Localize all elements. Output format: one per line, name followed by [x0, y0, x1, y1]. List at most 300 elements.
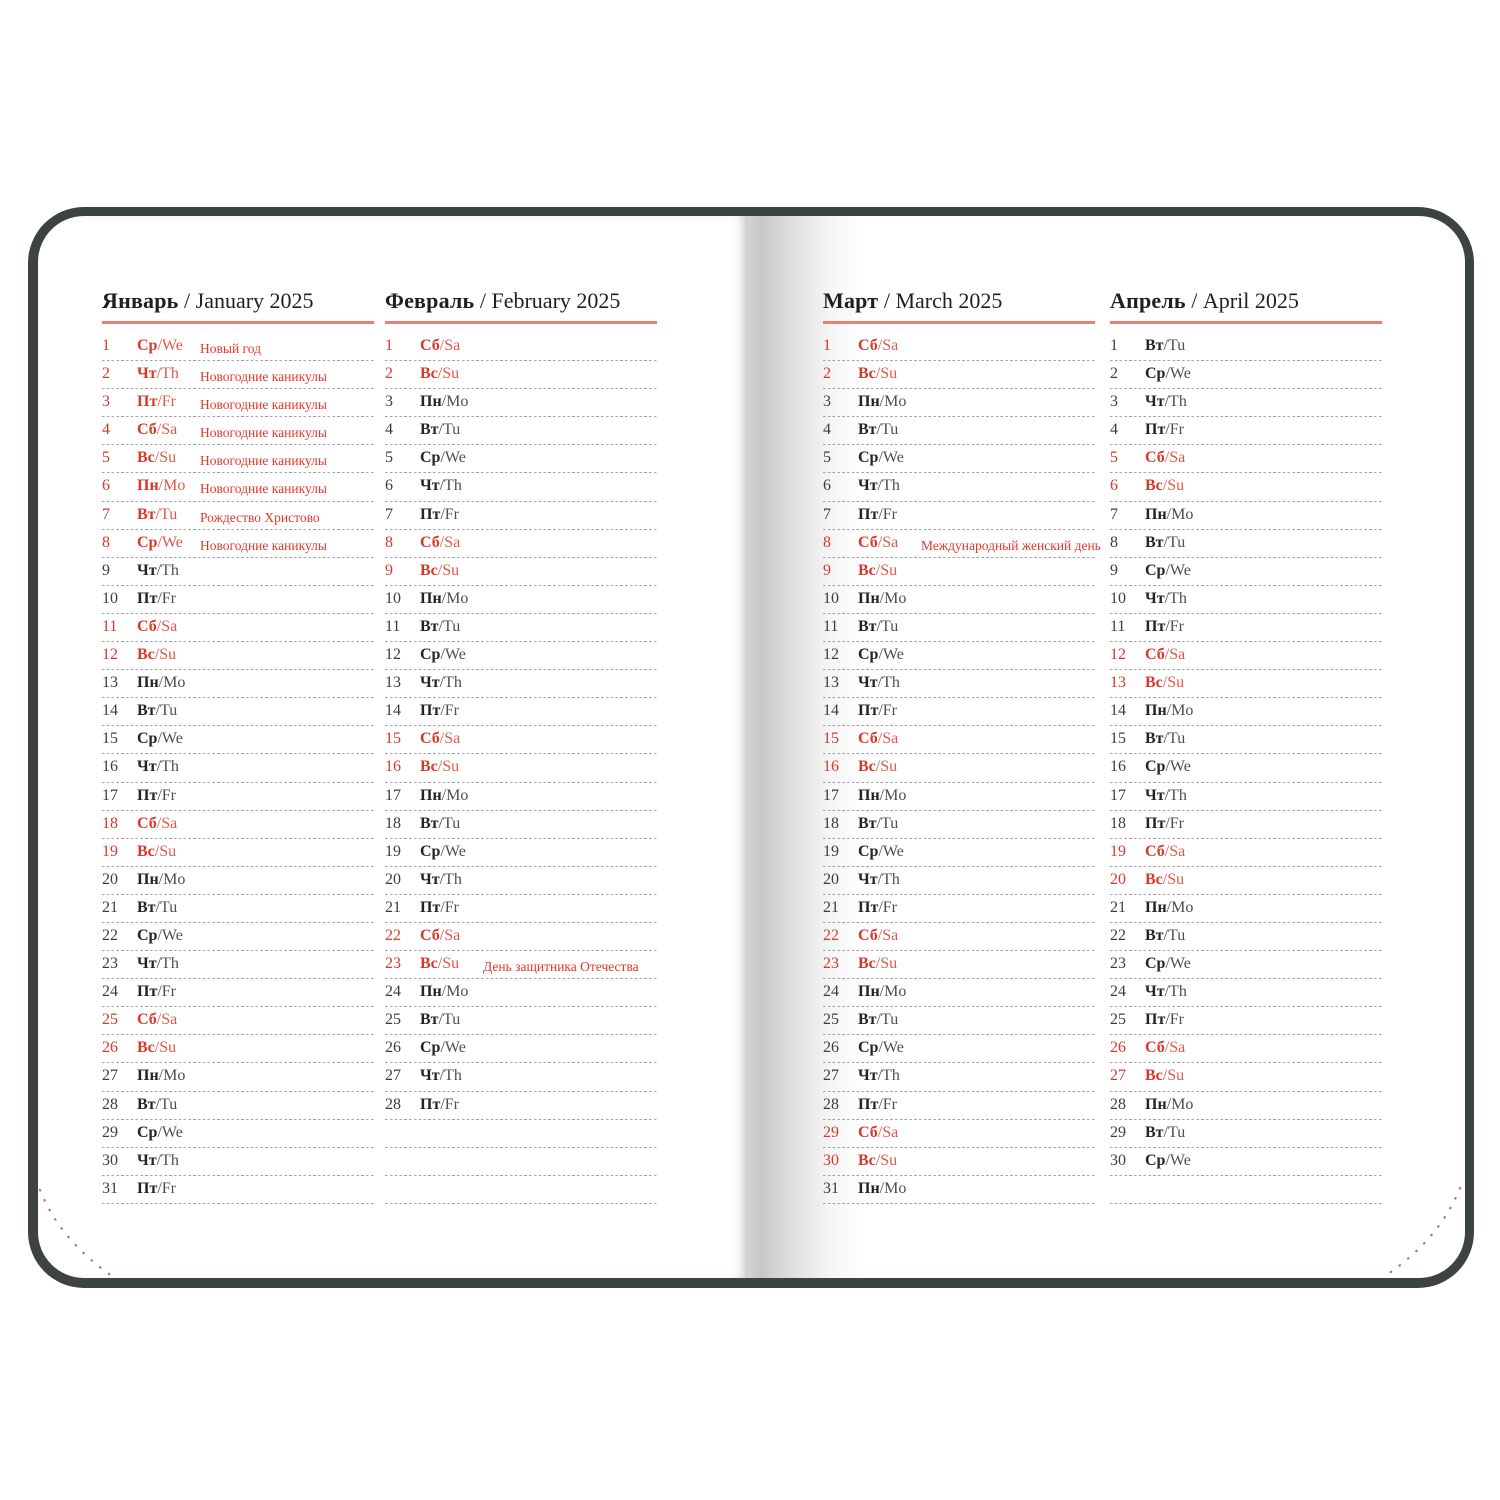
day-of-week: Чт/Th: [420, 1067, 462, 1085]
day-number: 31: [102, 1179, 118, 1197]
day-number: 26: [385, 1039, 401, 1057]
day-of-week: Вс/Su: [137, 842, 177, 860]
day-number: 29: [102, 1123, 118, 1141]
day-row: [385, 895, 657, 923]
day-of-week: Ср/We: [858, 449, 904, 467]
day-of-week: Вт/Tu: [1145, 926, 1186, 944]
day-number: 28: [385, 1095, 401, 1113]
day-number: 15: [385, 730, 401, 748]
day-row: [385, 867, 657, 895]
day-of-week: Сб/Sa: [858, 533, 899, 551]
day-row: [385, 361, 657, 389]
day-of-week: Пт/Fr: [858, 505, 897, 523]
day-row: [823, 698, 1095, 726]
day-row: [102, 361, 374, 389]
day-number: 9: [1110, 561, 1118, 579]
day-row: [823, 783, 1095, 811]
day-number: 9: [102, 561, 110, 579]
day-number: 3: [823, 393, 831, 411]
day-of-week: Пн/Mo: [1145, 505, 1194, 523]
day-of-week: Чт/Th: [420, 477, 462, 495]
empty-row: [385, 1120, 657, 1148]
day-of-week: Ср/We: [420, 842, 466, 860]
day-number: 12: [385, 646, 401, 664]
day-row: [1110, 361, 1382, 389]
day-of-week: Сб/Sa: [858, 1123, 899, 1141]
day-number: 14: [102, 702, 118, 720]
day-row: [102, 473, 374, 501]
day-row: [823, 811, 1095, 839]
day-row: [385, 417, 657, 445]
day-row: [823, 502, 1095, 530]
day-number: 17: [102, 786, 118, 804]
day-number: 14: [385, 702, 401, 720]
month-name-en: January 2025: [195, 288, 314, 313]
day-of-week: Ср/We: [420, 449, 466, 467]
day-row: [102, 614, 374, 642]
day-of-week: Вс/Su: [1145, 477, 1185, 495]
day-of-week: Вс/Su: [1145, 674, 1185, 692]
day-number: 18: [385, 814, 401, 832]
day-row: [823, 1176, 1095, 1204]
day-of-week: Вс/Su: [1145, 1067, 1185, 1085]
day-of-week: Сб/Sa: [420, 926, 461, 944]
day-of-week: Ср/We: [858, 842, 904, 860]
day-row: [1110, 726, 1382, 754]
day-number: 29: [823, 1123, 839, 1141]
day-of-week: Сб/Sa: [137, 421, 178, 439]
day-number: 16: [385, 758, 401, 776]
day-of-week: Пн/Mo: [858, 786, 907, 804]
day-number: 1: [1110, 337, 1118, 354]
day-of-week: Ср/We: [1145, 1151, 1191, 1169]
day-row: [385, 1063, 657, 1091]
day-row: [1110, 895, 1382, 923]
month-name-en: April 2025: [1202, 288, 1299, 313]
holiday-note: Рождество Христово: [200, 509, 320, 525]
day-of-week: Пт/Fr: [137, 983, 176, 1001]
day-of-week: Пн/Mo: [420, 786, 469, 804]
day-row: [385, 586, 657, 614]
day-number: 9: [823, 561, 831, 579]
day-of-week: Пт/Fr: [1145, 814, 1184, 832]
day-of-week: Ср/We: [1145, 955, 1191, 973]
day-row: [1110, 951, 1382, 979]
day-row: [102, 951, 374, 979]
day-number: 3: [385, 393, 393, 411]
day-number: 2: [385, 365, 393, 383]
day-of-week: Сб/Sa: [1145, 1039, 1186, 1057]
day-row: [823, 1035, 1095, 1063]
day-of-week: Пн/Mo: [420, 393, 469, 411]
day-number: 26: [823, 1039, 839, 1057]
day-number: 10: [823, 589, 839, 607]
day-of-week: Пт/Fr: [858, 898, 897, 916]
day-number: 16: [823, 758, 839, 776]
day-row: [1110, 1063, 1382, 1091]
day-row: [102, 923, 374, 951]
day-number: 26: [102, 1039, 118, 1057]
day-row: [823, 1120, 1095, 1148]
day-row: [385, 1007, 657, 1035]
title-separator: /: [178, 288, 196, 313]
day-number: 23: [102, 955, 118, 973]
title-separator: /: [474, 288, 492, 313]
day-number: 5: [823, 449, 831, 467]
day-of-week: Чт/Th: [858, 674, 900, 692]
day-row: [823, 473, 1095, 501]
day-number: 12: [102, 646, 118, 664]
day-of-week: Пн/Mo: [858, 983, 907, 1001]
day-number: 21: [823, 898, 839, 916]
day-of-week: Сб/Sa: [420, 337, 461, 354]
day-of-week: Ср/We: [137, 533, 183, 551]
day-number: 14: [823, 702, 839, 720]
day-number: 16: [102, 758, 118, 776]
day-row: [385, 389, 657, 417]
day-number: 25: [1110, 1011, 1126, 1029]
day-row: [1110, 839, 1382, 867]
day-number: 8: [1110, 533, 1118, 551]
day-row: [823, 361, 1095, 389]
day-row: [385, 333, 657, 361]
day-row: [102, 839, 374, 867]
day-number: 31: [823, 1179, 839, 1197]
day-row: [385, 951, 657, 979]
title-separator: /: [1185, 288, 1203, 313]
day-of-week: Пн/Mo: [858, 589, 907, 607]
day-number: 13: [102, 674, 118, 692]
day-of-week: Вс/Su: [420, 758, 460, 776]
day-of-week: Вт/Tu: [1145, 337, 1186, 354]
day-of-week: Вс/Su: [420, 955, 460, 973]
month-header: [823, 288, 1095, 324]
day-number: 15: [823, 730, 839, 748]
empty-row: [385, 1176, 657, 1204]
day-of-week: Ср/We: [137, 337, 183, 354]
day-of-week: Вс/Su: [420, 365, 460, 383]
day-of-week: Пт/Fr: [137, 393, 176, 411]
day-number: 23: [385, 955, 401, 973]
day-of-week: Ср/We: [137, 730, 183, 748]
day-of-week: Чт/Th: [858, 477, 900, 495]
day-number: 11: [1110, 617, 1126, 635]
day-number: 12: [823, 646, 839, 664]
day-of-week: Вт/Tu: [420, 814, 461, 832]
day-row: [102, 895, 374, 923]
day-of-week: Ср/We: [137, 926, 183, 944]
day-number: 7: [823, 505, 831, 523]
day-of-week: Пн/Mo: [137, 477, 186, 495]
day-of-week: Чт/Th: [420, 870, 462, 888]
day-row: [385, 502, 657, 530]
day-of-week: Сб/Sa: [858, 730, 899, 748]
day-row: [823, 895, 1095, 923]
day-number: 13: [385, 674, 401, 692]
day-row: [102, 1092, 374, 1120]
day-number: 9: [385, 561, 393, 579]
day-row: [102, 726, 374, 754]
day-of-week: Вс/Su: [137, 646, 177, 664]
holiday-note: Новогодние каникулы: [200, 537, 327, 553]
day-number: 8: [385, 533, 393, 551]
day-row: [823, 445, 1095, 473]
day-row: [1110, 811, 1382, 839]
day-of-week: Пн/Mo: [858, 1179, 907, 1197]
day-number: 7: [102, 505, 110, 523]
month-name-ru: Январь: [102, 288, 179, 313]
day-row: [102, 979, 374, 1007]
day-of-week: Пт/Fr: [420, 505, 459, 523]
day-row: [1110, 586, 1382, 614]
day-of-week: Чт/Th: [137, 365, 179, 383]
day-of-week: Вт/Tu: [1145, 1123, 1186, 1141]
day-of-week: Пн/Mo: [137, 870, 186, 888]
day-of-week: Пт/Fr: [420, 898, 459, 916]
day-row: [102, 1007, 374, 1035]
day-of-week: Пн/Mo: [858, 393, 907, 411]
day-number: 29: [1110, 1123, 1126, 1141]
day-number: 25: [102, 1011, 118, 1029]
day-of-week: Пн/Mo: [137, 1067, 186, 1085]
month-header: [1110, 288, 1382, 324]
day-number: 22: [102, 926, 118, 944]
day-row: [823, 726, 1095, 754]
day-number: 3: [1110, 393, 1118, 411]
day-of-week: Чт/Th: [137, 1151, 179, 1169]
day-of-week: Сб/Sa: [858, 337, 899, 354]
day-number: 13: [1110, 674, 1126, 692]
day-row: [385, 642, 657, 670]
day-number: 28: [823, 1095, 839, 1113]
month-header: [385, 288, 657, 324]
day-of-week: Ср/We: [420, 646, 466, 664]
day-number: 3: [102, 393, 110, 411]
day-number: 10: [385, 589, 401, 607]
day-of-week: Пн/Mo: [1145, 702, 1194, 720]
day-number: 25: [385, 1011, 401, 1029]
day-of-week: Ср/We: [420, 1039, 466, 1057]
month-column-february: [385, 288, 657, 1204]
day-number: 5: [385, 449, 393, 467]
day-row: [1110, 642, 1382, 670]
day-of-week: Вт/Tu: [137, 898, 178, 916]
day-of-week: Вс/Su: [858, 758, 898, 776]
day-row: [102, 670, 374, 698]
day-row: [1110, 389, 1382, 417]
day-row: [823, 530, 1101, 558]
day-number: 15: [1110, 730, 1126, 748]
day-row: [1110, 333, 1382, 361]
day-row: [102, 1063, 374, 1091]
day-number: 19: [102, 842, 118, 860]
day-row: [102, 1120, 374, 1148]
day-row: [102, 783, 374, 811]
day-row: [823, 1148, 1095, 1176]
day-number: 28: [1110, 1095, 1126, 1113]
day-of-week: Вс/Su: [137, 449, 177, 467]
day-number: 17: [823, 786, 839, 804]
day-row: [823, 1063, 1095, 1091]
day-of-week: Пт/Fr: [137, 786, 176, 804]
day-row: [385, 754, 657, 782]
day-row: [102, 867, 374, 895]
day-of-week: Вс/Su: [858, 1151, 898, 1169]
day-row: [1110, 867, 1382, 895]
day-row: [823, 586, 1095, 614]
empty-row: [385, 1148, 657, 1176]
corner-stitch-right: [1384, 1182, 1464, 1282]
day-row: [102, 1148, 374, 1176]
month-header: [102, 288, 374, 324]
day-of-week: Вт/Tu: [1145, 730, 1186, 748]
day-row: [823, 923, 1095, 951]
day-rows: [385, 333, 657, 1204]
day-number: 21: [102, 898, 118, 916]
day-row: [102, 586, 374, 614]
day-number: 18: [1110, 814, 1126, 832]
day-number: 5: [1110, 449, 1118, 467]
day-of-week: Пт/Fr: [1145, 617, 1184, 635]
month-name-en: March 2025: [895, 288, 1003, 313]
day-number: 27: [102, 1067, 118, 1085]
day-number: 30: [823, 1151, 839, 1169]
day-of-week: Вт/Tu: [1145, 533, 1186, 551]
day-number: 13: [823, 674, 839, 692]
day-rows: [102, 333, 374, 1204]
day-number: 1: [102, 337, 110, 354]
day-number: 17: [385, 786, 401, 804]
day-row: [102, 530, 374, 558]
holiday-note: Новогодние каникулы: [200, 481, 327, 497]
day-row: [1110, 754, 1382, 782]
day-number: 24: [102, 983, 118, 1001]
day-number: 10: [102, 589, 118, 607]
title-separator: /: [878, 288, 896, 313]
day-of-week: Чт/Th: [420, 674, 462, 692]
day-of-week: Сб/Sa: [1145, 646, 1186, 664]
month-column-april: [1110, 288, 1382, 1204]
day-number: 24: [385, 983, 401, 1001]
day-number: 18: [102, 814, 118, 832]
day-number: 23: [823, 955, 839, 973]
day-of-week: Пт/Fr: [420, 1095, 459, 1113]
day-row: [102, 389, 374, 417]
day-of-week: Чт/Th: [137, 758, 179, 776]
day-row: [385, 698, 657, 726]
day-number: 17: [1110, 786, 1126, 804]
day-number: 19: [385, 842, 401, 860]
day-number: 2: [1110, 365, 1118, 383]
day-row: [385, 979, 657, 1007]
day-row: [823, 642, 1095, 670]
day-of-week: Вт/Tu: [420, 1011, 461, 1029]
day-of-week: Вт/Tu: [137, 702, 178, 720]
day-number: 14: [1110, 702, 1126, 720]
holiday-note: Международный женский день: [921, 537, 1101, 553]
day-number: 19: [1110, 842, 1126, 860]
day-row: [823, 839, 1095, 867]
day-number: 24: [1110, 983, 1126, 1001]
day-of-week: Сб/Sa: [420, 533, 461, 551]
day-number: 22: [1110, 926, 1126, 944]
holiday-note: Новогодние каникулы: [200, 397, 327, 413]
day-of-week: Вс/Su: [1145, 870, 1185, 888]
day-row: [1110, 1120, 1382, 1148]
day-of-week: Пт/Fr: [858, 1095, 897, 1113]
day-row: [385, 811, 657, 839]
day-row: [1110, 502, 1382, 530]
day-of-week: Вт/Tu: [858, 421, 899, 439]
day-number: 8: [823, 533, 831, 551]
day-row: [102, 417, 374, 445]
day-row: [823, 1007, 1095, 1035]
month-name-ru: Апрель: [1110, 288, 1186, 313]
day-row: [385, 473, 657, 501]
day-row: [823, 614, 1095, 642]
day-row: [1110, 445, 1382, 473]
day-row: [1110, 1092, 1382, 1120]
day-of-week: Вт/Tu: [420, 421, 461, 439]
day-number: 4: [385, 421, 393, 439]
day-number: 11: [385, 617, 401, 635]
day-of-week: Чт/Th: [1145, 393, 1187, 411]
day-of-week: Сб/Sa: [1145, 449, 1186, 467]
day-number: 24: [823, 983, 839, 1001]
day-of-week: Пт/Fr: [858, 702, 897, 720]
day-row: [385, 614, 657, 642]
day-number: 4: [1110, 421, 1118, 439]
day-row: [823, 558, 1095, 586]
day-of-week: Чт/Th: [858, 870, 900, 888]
day-row: [385, 558, 657, 586]
holiday-note: Новогодние каникулы: [200, 425, 327, 441]
day-of-week: Вс/Su: [858, 365, 898, 383]
day-number: 7: [1110, 505, 1118, 523]
day-row: [1110, 670, 1382, 698]
day-row: [385, 445, 657, 473]
day-number: 20: [102, 870, 118, 888]
day-number: 12: [1110, 646, 1126, 664]
day-of-week: Ср/We: [858, 1039, 904, 1057]
day-row: [102, 502, 374, 530]
holiday-note: День защитника Отечества: [483, 959, 639, 975]
day-number: 20: [823, 870, 839, 888]
day-row: [823, 1092, 1095, 1120]
day-row: [102, 445, 374, 473]
day-row: [385, 839, 657, 867]
day-row: [1110, 783, 1382, 811]
day-number: 6: [1110, 477, 1118, 495]
day-row: [823, 979, 1095, 1007]
day-of-week: Вт/Tu: [137, 505, 178, 523]
day-number: 15: [102, 730, 118, 748]
day-row: [1110, 473, 1382, 501]
day-of-week: Ср/We: [1145, 758, 1191, 776]
day-number: 1: [823, 337, 831, 354]
day-row: [1110, 1148, 1382, 1176]
day-of-week: Вт/Tu: [858, 1011, 899, 1029]
day-of-week: Пт/Fr: [1145, 421, 1184, 439]
day-number: 22: [385, 926, 401, 944]
month-column-march: [823, 288, 1101, 1204]
day-number: 10: [1110, 589, 1126, 607]
day-number: 16: [1110, 758, 1126, 776]
day-number: 7: [385, 505, 393, 523]
day-row: [823, 754, 1095, 782]
day-of-week: Сб/Sa: [137, 617, 178, 635]
day-number: 6: [385, 477, 393, 495]
